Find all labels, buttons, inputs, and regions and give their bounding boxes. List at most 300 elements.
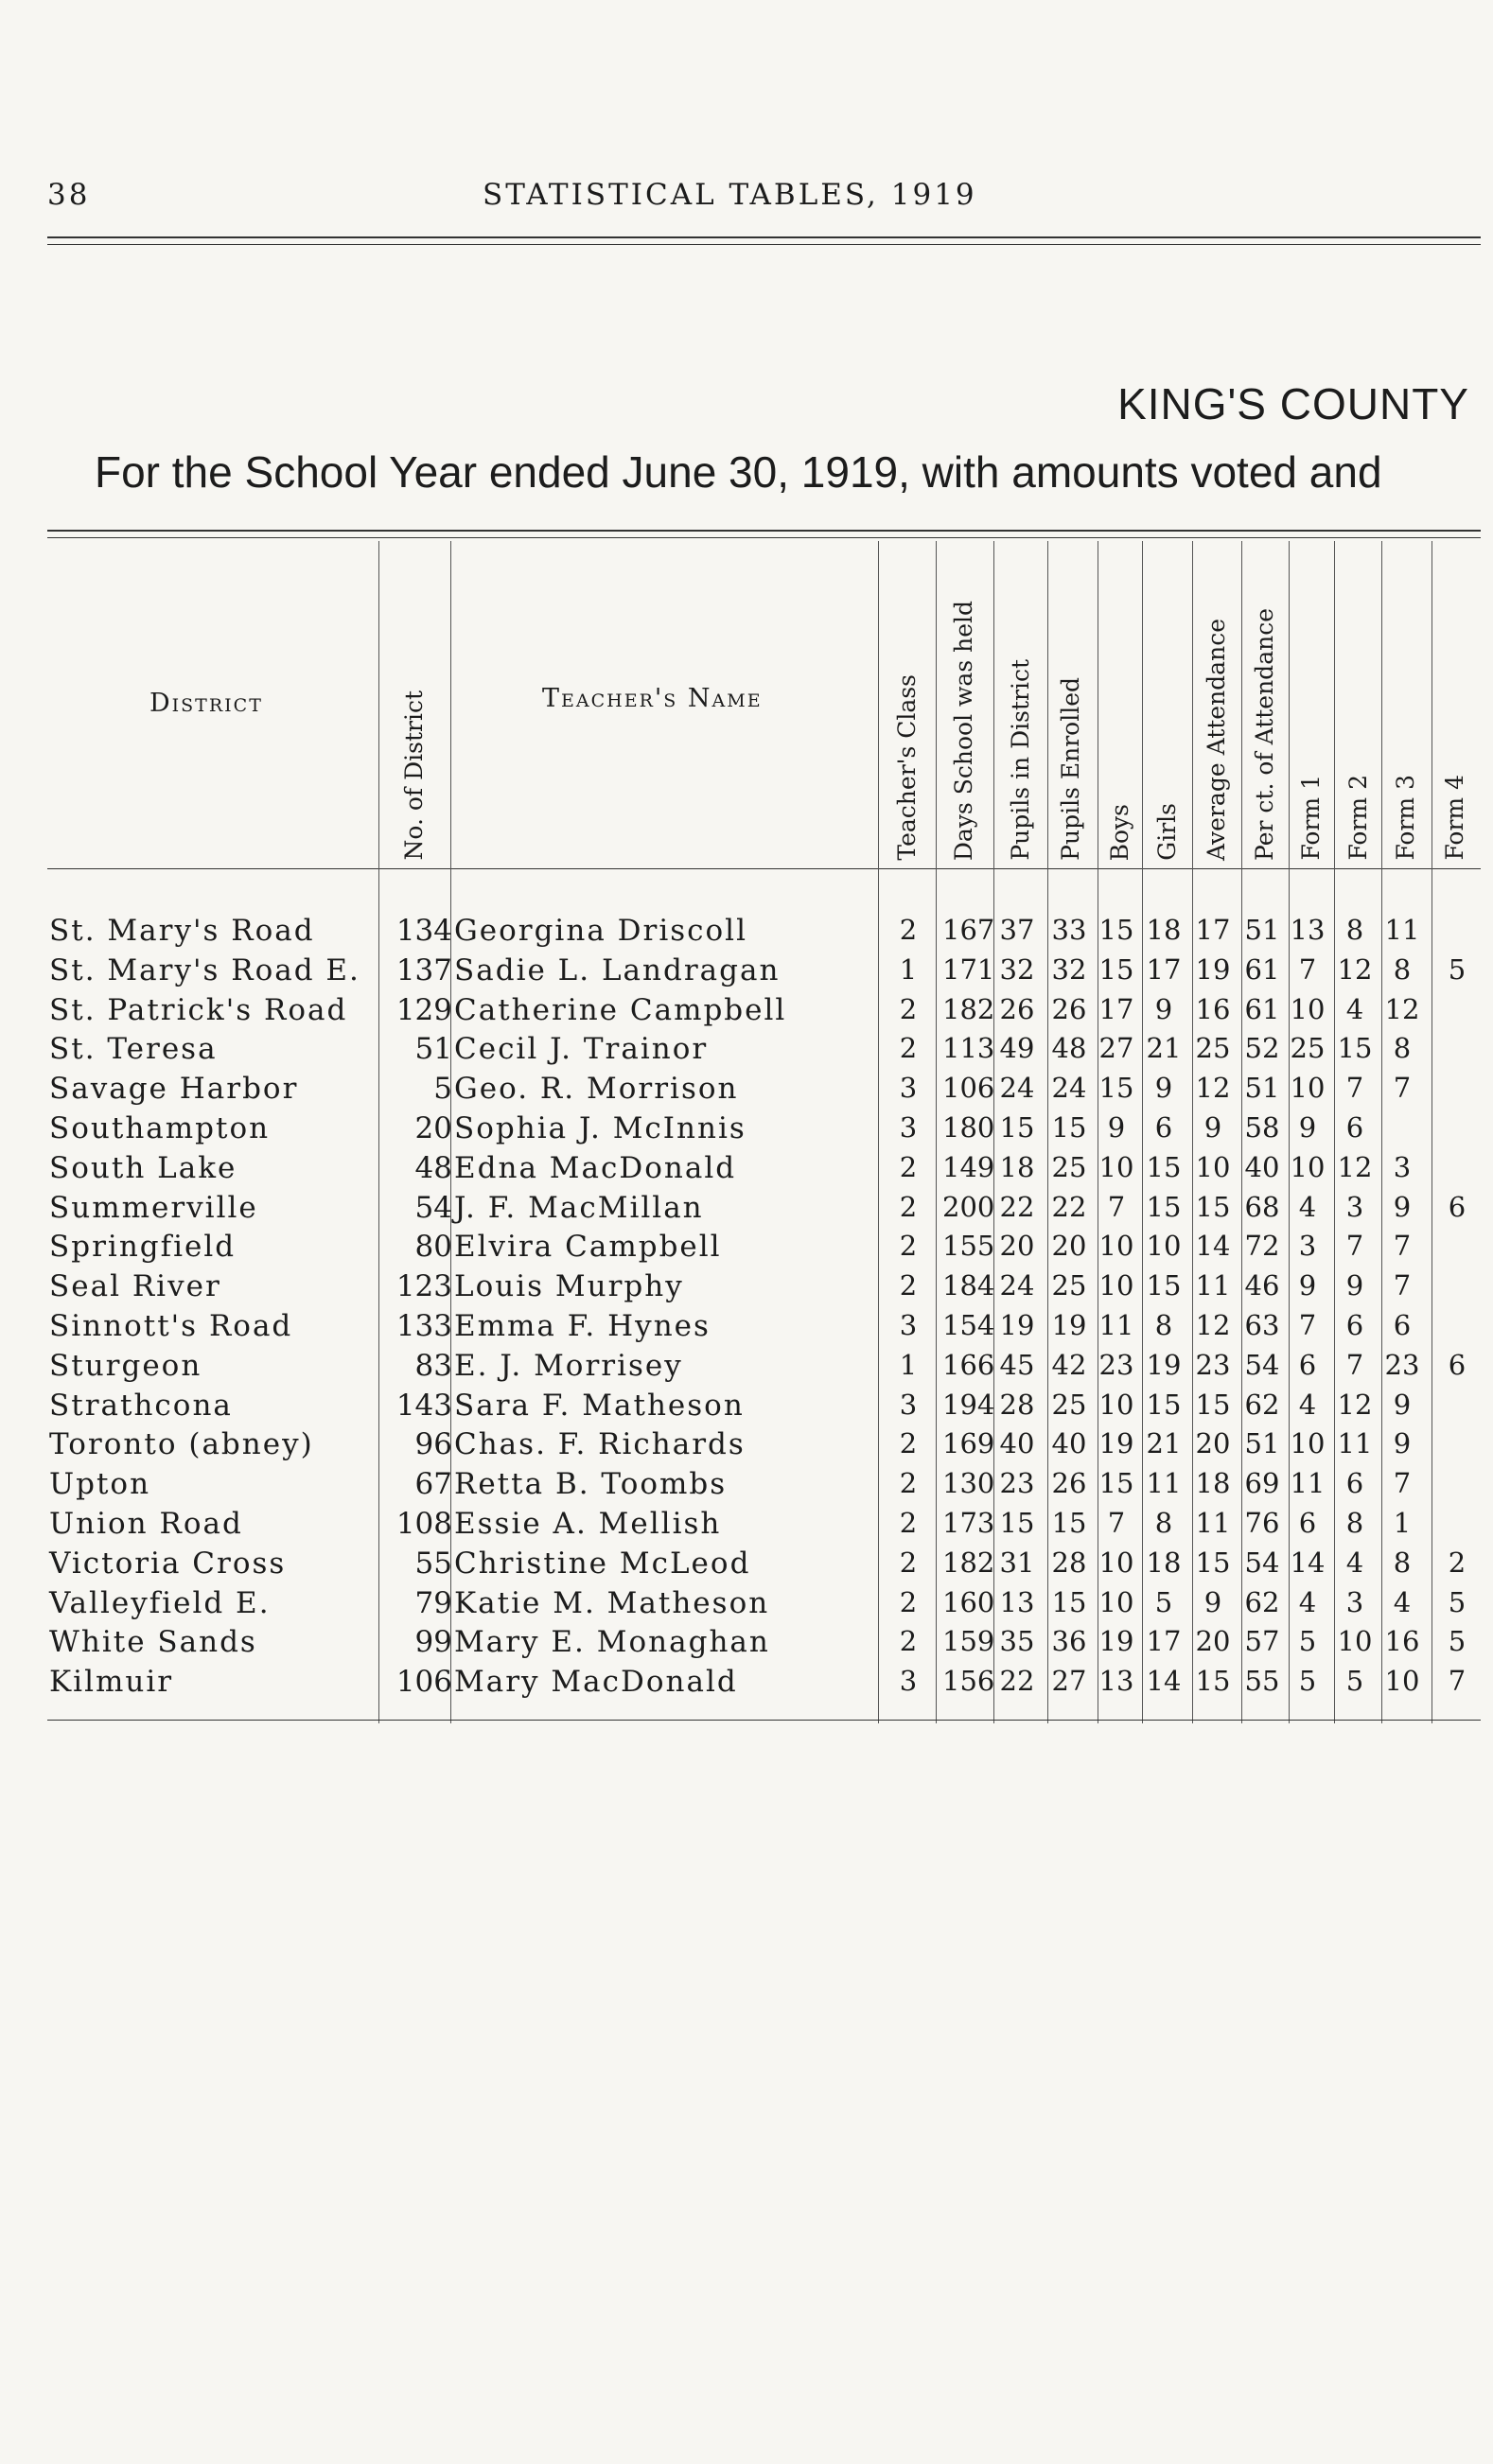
- value-cell: 33: [1051, 914, 1087, 946]
- value-cell: 25: [1195, 1032, 1231, 1065]
- value-cell: 17: [1195, 914, 1231, 946]
- table-header-bottom-rule: [47, 868, 1481, 869]
- value-cell: 8: [1393, 1546, 1412, 1579]
- value-cell: 23: [1195, 1348, 1231, 1381]
- teacher-name-cell: Chas. F. Richards: [454, 1427, 746, 1462]
- district-number-cell: 83: [414, 1348, 452, 1383]
- district-cell: South Lake: [49, 1150, 237, 1185]
- district-cell: Seal River: [49, 1269, 221, 1304]
- column-header-form4: Form 4: [1441, 775, 1468, 861]
- value-cell: 32: [1051, 952, 1087, 986]
- value-cell: 7: [1393, 1072, 1412, 1105]
- value-cell: 11: [1337, 1427, 1373, 1460]
- value-cell: 19: [1098, 1427, 1134, 1460]
- column-header-district: District: [149, 689, 263, 718]
- value-cell: 31: [999, 1546, 1035, 1579]
- district-number-cell: 51: [414, 1032, 452, 1067]
- value-cell: 106: [942, 1072, 995, 1105]
- district-number-cell: 80: [414, 1230, 452, 1265]
- value-cell: 18: [1146, 914, 1182, 946]
- table-row: [0, 1151, 1493, 1191]
- district-number-cell: 106: [395, 1665, 452, 1700]
- column-header-boys: Boys: [1106, 803, 1133, 861]
- value-cell: 24: [999, 1269, 1035, 1302]
- value-cell: 5: [1448, 1625, 1467, 1658]
- value-cell: 10: [1290, 1150, 1326, 1183]
- teacher-name-cell: Louis Murphy: [454, 1269, 684, 1304]
- value-cell: 19: [1195, 952, 1231, 986]
- value-cell: 6: [1298, 1506, 1317, 1539]
- table-row: [0, 1032, 1493, 1072]
- district-cell: Union Road: [49, 1506, 243, 1541]
- value-cell: 2: [899, 1230, 918, 1263]
- column-header-form1: Form 1: [1297, 775, 1325, 861]
- value-cell: 27: [1098, 1032, 1134, 1065]
- value-cell: 63: [1244, 1308, 1280, 1341]
- value-cell: 7: [1393, 1230, 1412, 1263]
- value-cell: 5: [1298, 1625, 1317, 1658]
- value-cell: 9: [1393, 1388, 1412, 1421]
- table-row: [0, 1269, 1493, 1309]
- value-cell: 3: [1393, 1150, 1412, 1183]
- value-cell: 24: [1051, 1072, 1087, 1105]
- value-cell: 20: [999, 1230, 1035, 1263]
- value-cell: 17: [1146, 952, 1182, 986]
- table-row: [0, 1507, 1493, 1547]
- table-row: [0, 993, 1493, 1033]
- value-cell: 182: [942, 992, 995, 1025]
- column-header-form3: Form 3: [1392, 775, 1419, 861]
- value-cell: 15: [1051, 1506, 1087, 1539]
- value-cell: 28: [1051, 1546, 1087, 1579]
- column-header-average-attendance: Average Attendance: [1203, 619, 1230, 861]
- value-cell: 42: [1051, 1348, 1087, 1381]
- district-number-cell: 137: [395, 952, 452, 987]
- teacher-name-cell: Geo. R. Morrison: [454, 1072, 739, 1107]
- value-cell: 6: [1154, 1110, 1173, 1144]
- value-cell: 51: [1244, 914, 1280, 946]
- value-cell: 76: [1244, 1506, 1280, 1539]
- value-cell: 3: [899, 1110, 918, 1144]
- value-cell: 58: [1244, 1110, 1280, 1144]
- value-cell: 182: [942, 1546, 995, 1579]
- value-cell: 3: [1345, 1190, 1364, 1223]
- value-cell: 20: [1195, 1427, 1231, 1460]
- value-cell: 130: [942, 1467, 995, 1500]
- value-cell: 49: [999, 1032, 1035, 1065]
- value-cell: 15: [1146, 1150, 1182, 1183]
- table-top-rule: [47, 530, 1481, 532]
- value-cell: 22: [999, 1665, 1035, 1698]
- district-number-cell: 134: [395, 914, 452, 948]
- value-cell: 167: [942, 914, 995, 946]
- value-cell: 166: [942, 1348, 995, 1381]
- district-cell: Victoria Cross: [49, 1546, 287, 1581]
- value-cell: 55: [1244, 1665, 1280, 1698]
- column-header-teacher: Teacher's Name: [542, 684, 763, 713]
- value-cell: 12: [1337, 1388, 1373, 1421]
- value-cell: 22: [1051, 1190, 1087, 1223]
- value-cell: 9: [1393, 1427, 1412, 1460]
- value-cell: 15: [1337, 1032, 1373, 1065]
- value-cell: 19: [999, 1308, 1035, 1341]
- value-cell: 21: [1146, 1032, 1182, 1065]
- value-cell: 2: [899, 1269, 918, 1302]
- running-title: STATISTICAL TABLES, 1919: [483, 178, 977, 212]
- value-cell: 10: [1337, 1625, 1373, 1658]
- column-header-pupils-enrolled: Pupils Enrolled: [1057, 677, 1084, 861]
- district-cell: White Sands: [49, 1625, 257, 1660]
- district-number-cell: 143: [395, 1388, 452, 1423]
- value-cell: 149: [942, 1150, 995, 1183]
- value-cell: 15: [1146, 1269, 1182, 1302]
- table-row: [0, 1072, 1493, 1111]
- table-row: [0, 1111, 1493, 1151]
- value-cell: 2: [899, 1190, 918, 1223]
- value-cell: 52: [1244, 1032, 1280, 1065]
- value-cell: 10: [1098, 1388, 1134, 1421]
- value-cell: 28: [999, 1388, 1035, 1421]
- value-cell: 10: [1098, 1150, 1134, 1183]
- district-cell: St. Teresa: [49, 1032, 218, 1067]
- value-cell: 11: [1195, 1269, 1231, 1302]
- value-cell: 62: [1244, 1585, 1280, 1618]
- value-cell: 184: [942, 1269, 995, 1302]
- value-cell: 15: [1051, 1110, 1087, 1144]
- value-cell: 169: [942, 1427, 995, 1460]
- value-cell: 10: [1098, 1585, 1134, 1618]
- value-cell: 10: [1098, 1230, 1134, 1263]
- value-cell: 16: [1195, 992, 1231, 1025]
- value-cell: 9: [1393, 1190, 1412, 1223]
- district-cell: Springfield: [49, 1230, 237, 1265]
- value-cell: 5: [1448, 1585, 1467, 1618]
- table-row: [0, 914, 1493, 953]
- value-cell: 48: [1051, 1032, 1087, 1065]
- value-cell: 155: [942, 1230, 995, 1263]
- district-cell: Summerville: [49, 1190, 258, 1225]
- district-number-cell: 123: [395, 1269, 452, 1304]
- value-cell: 11: [1384, 914, 1420, 946]
- table-bottom-rule: [47, 1720, 1481, 1721]
- value-cell: 15: [1195, 1190, 1231, 1223]
- district-cell: Upton: [49, 1467, 151, 1502]
- value-cell: 2: [899, 1585, 918, 1618]
- value-cell: 25: [1290, 1032, 1326, 1065]
- value-cell: 6: [1345, 1308, 1364, 1341]
- table-row: [0, 1427, 1493, 1467]
- value-cell: 173: [942, 1506, 995, 1539]
- value-cell: 12: [1195, 1308, 1231, 1341]
- district-cell: Valleyfield E.: [49, 1585, 271, 1620]
- value-cell: 26: [1051, 1467, 1087, 1500]
- value-cell: 9: [1203, 1585, 1222, 1618]
- value-cell: 26: [999, 992, 1035, 1025]
- table-row: [0, 1665, 1493, 1704]
- value-cell: 4: [1298, 1190, 1317, 1223]
- value-cell: 6: [1393, 1308, 1412, 1341]
- value-cell: 17: [1146, 1625, 1182, 1658]
- page-number: 38: [47, 178, 91, 212]
- value-cell: 3: [1345, 1585, 1364, 1618]
- district-number-cell: 20: [414, 1110, 452, 1145]
- table-body: [0, 914, 1493, 1704]
- value-cell: 61: [1244, 992, 1280, 1025]
- district-number-cell: 133: [395, 1308, 452, 1343]
- teacher-name-cell: Retta B. Toombs: [454, 1467, 728, 1502]
- value-cell: 7: [1107, 1506, 1126, 1539]
- district-cell: Savage Harbor: [49, 1072, 299, 1107]
- value-cell: 2: [899, 1467, 918, 1500]
- value-cell: 19: [1098, 1625, 1134, 1658]
- value-cell: 3: [899, 1388, 918, 1421]
- district-cell: St. Patrick's Road: [49, 992, 348, 1027]
- value-cell: 8: [1345, 914, 1364, 946]
- value-cell: 5: [1298, 1665, 1317, 1698]
- value-cell: 5: [1345, 1665, 1364, 1698]
- table-row: [0, 1586, 1493, 1626]
- value-cell: 3: [1298, 1230, 1317, 1263]
- value-cell: 15: [1098, 1467, 1134, 1500]
- teacher-name-cell: Mary MacDonald: [454, 1665, 738, 1700]
- district-cell: St. Mary's Road: [49, 914, 315, 948]
- value-cell: 11: [1098, 1308, 1134, 1341]
- value-cell: 5: [1154, 1585, 1173, 1618]
- value-cell: 61: [1244, 952, 1280, 986]
- value-cell: 2: [899, 914, 918, 946]
- value-cell: 154: [942, 1308, 995, 1341]
- column-header-form2: Form 2: [1344, 775, 1372, 861]
- value-cell: 18: [999, 1150, 1035, 1183]
- value-cell: 23: [1098, 1348, 1134, 1381]
- value-cell: 15: [999, 1110, 1035, 1144]
- value-cell: 9: [1203, 1110, 1222, 1144]
- district-cell: Sturgeon: [49, 1348, 202, 1383]
- value-cell: 62: [1244, 1388, 1280, 1421]
- column-header-pupils-in-district: Pupils in District: [1007, 659, 1034, 861]
- value-cell: 9: [1154, 1072, 1173, 1105]
- district-number-cell: 5: [433, 1072, 452, 1107]
- value-cell: 6: [1448, 1348, 1467, 1381]
- value-cell: 10: [1195, 1150, 1231, 1183]
- value-cell: 40: [1051, 1427, 1087, 1460]
- value-cell: 4: [1345, 992, 1364, 1025]
- district-cell: Sinnott's Road: [49, 1308, 293, 1343]
- value-cell: 15: [1146, 1190, 1182, 1223]
- value-cell: 15: [1098, 914, 1134, 946]
- value-cell: 3: [899, 1665, 918, 1698]
- value-cell: 12: [1195, 1072, 1231, 1105]
- teacher-name-cell: Essie A. Mellish: [454, 1506, 722, 1541]
- value-cell: 2: [899, 1625, 918, 1658]
- value-cell: 4: [1298, 1585, 1317, 1618]
- value-cell: 7: [1298, 1308, 1317, 1341]
- value-cell: 27: [1051, 1665, 1087, 1698]
- value-cell: 18: [1195, 1467, 1231, 1500]
- value-cell: 180: [942, 1110, 995, 1144]
- value-cell: 19: [1051, 1308, 1087, 1341]
- value-cell: 8: [1393, 1032, 1412, 1065]
- value-cell: 156: [942, 1665, 995, 1698]
- value-cell: 14: [1146, 1665, 1182, 1698]
- value-cell: 15: [999, 1506, 1035, 1539]
- value-cell: 9: [1154, 992, 1173, 1025]
- table-row: [0, 1349, 1493, 1389]
- value-cell: 5: [1448, 952, 1467, 986]
- value-cell: 160: [942, 1585, 995, 1618]
- district-cell: Toronto (abney): [49, 1427, 314, 1462]
- district-number-cell: 79: [414, 1585, 452, 1620]
- district-cell: St. Mary's Road E.: [49, 952, 360, 987]
- teacher-name-cell: Sara F. Matheson: [454, 1388, 745, 1423]
- value-cell: 3: [899, 1072, 918, 1105]
- value-cell: 10: [1384, 1665, 1420, 1698]
- header-rule: [47, 236, 1481, 238]
- value-cell: 4: [1393, 1585, 1412, 1618]
- value-cell: 15: [1195, 1665, 1231, 1698]
- teacher-name-cell: Katie M. Matheson: [454, 1585, 770, 1620]
- district-number-cell: 55: [414, 1546, 452, 1581]
- value-cell: 15: [1098, 952, 1134, 986]
- value-cell: 8: [1345, 1506, 1364, 1539]
- value-cell: 9: [1298, 1269, 1317, 1302]
- teacher-name-cell: Emma F. Hynes: [454, 1308, 711, 1343]
- value-cell: 54: [1244, 1348, 1280, 1381]
- value-cell: 10: [1098, 1269, 1134, 1302]
- teacher-name-cell: Christine McLeod: [454, 1546, 751, 1581]
- teacher-name-cell: Edna MacDonald: [454, 1150, 737, 1185]
- district-cell: Kilmuir: [49, 1665, 174, 1700]
- table-row: [0, 1389, 1493, 1428]
- value-cell: 2: [899, 992, 918, 1025]
- value-cell: 35: [999, 1625, 1035, 1658]
- value-cell: 1: [899, 952, 918, 986]
- value-cell: 10: [1290, 992, 1326, 1025]
- value-cell: 25: [1051, 1150, 1087, 1183]
- value-cell: 57: [1244, 1625, 1280, 1658]
- value-cell: 2: [899, 1032, 918, 1065]
- value-cell: 45: [999, 1348, 1035, 1381]
- value-cell: 23: [1384, 1348, 1420, 1381]
- value-cell: 10: [1146, 1230, 1182, 1263]
- header-rule-thin: [47, 244, 1481, 245]
- value-cell: 22: [999, 1190, 1035, 1223]
- value-cell: 11: [1195, 1506, 1231, 1539]
- value-cell: 9: [1345, 1269, 1364, 1302]
- value-cell: 68: [1244, 1190, 1280, 1223]
- value-cell: 15: [1098, 1072, 1134, 1105]
- value-cell: 113: [942, 1032, 995, 1065]
- value-cell: 2: [1448, 1546, 1467, 1579]
- value-cell: 14: [1195, 1230, 1231, 1263]
- value-cell: 7: [1393, 1269, 1412, 1302]
- value-cell: 3: [899, 1308, 918, 1341]
- value-cell: 7: [1345, 1072, 1364, 1105]
- value-cell: 12: [1337, 952, 1373, 986]
- teacher-name-cell: Sadie L. Landragan: [454, 952, 781, 987]
- page-header: [47, 178, 1467, 216]
- value-cell: 11: [1290, 1467, 1326, 1500]
- value-cell: 7: [1345, 1230, 1364, 1263]
- column-header-percent-attendance: Per ct. of Attendance: [1251, 608, 1278, 861]
- value-cell: 13: [999, 1585, 1035, 1618]
- value-cell: 32: [999, 952, 1035, 986]
- value-cell: 19: [1146, 1348, 1182, 1381]
- value-cell: 4: [1345, 1546, 1364, 1579]
- table-row: [0, 1230, 1493, 1269]
- value-cell: 2: [899, 1150, 918, 1183]
- value-cell: 9: [1107, 1110, 1126, 1144]
- teacher-name-cell: Cecil J. Trainor: [454, 1032, 709, 1067]
- value-cell: 194: [942, 1388, 995, 1421]
- value-cell: 15: [1051, 1585, 1087, 1618]
- value-cell: 10: [1290, 1427, 1326, 1460]
- district-number-cell: 67: [414, 1467, 452, 1502]
- value-cell: 14: [1290, 1546, 1326, 1579]
- value-cell: 13: [1098, 1665, 1134, 1698]
- value-cell: 36: [1051, 1625, 1087, 1658]
- value-cell: 25: [1051, 1388, 1087, 1421]
- value-cell: 2: [899, 1546, 918, 1579]
- value-cell: 200: [942, 1190, 995, 1223]
- value-cell: 6: [1345, 1467, 1364, 1500]
- table-row: [0, 1625, 1493, 1665]
- teacher-name-cell: Georgina Driscoll: [454, 914, 748, 948]
- value-cell: 7: [1298, 952, 1317, 986]
- district-number-cell: 54: [414, 1190, 452, 1225]
- district-number-cell: 108: [395, 1506, 452, 1541]
- column-header-no-of-district: No. of District: [400, 690, 428, 861]
- value-cell: 10: [1290, 1072, 1326, 1105]
- value-cell: 40: [1244, 1150, 1280, 1183]
- value-cell: 23: [999, 1467, 1035, 1500]
- value-cell: 13: [1290, 914, 1326, 946]
- value-cell: 20: [1051, 1230, 1087, 1263]
- value-cell: 1: [1393, 1506, 1412, 1539]
- value-cell: 11: [1146, 1467, 1182, 1500]
- value-cell: 54: [1244, 1546, 1280, 1579]
- value-cell: 8: [1393, 952, 1412, 986]
- district-number-cell: 99: [414, 1625, 452, 1660]
- value-cell: 25: [1051, 1269, 1087, 1302]
- value-cell: 72: [1244, 1230, 1280, 1263]
- value-cell: 26: [1051, 992, 1087, 1025]
- value-cell: 8: [1154, 1308, 1173, 1341]
- district-number-cell: 48: [414, 1150, 452, 1185]
- value-cell: 15: [1146, 1388, 1182, 1421]
- value-cell: 2: [899, 1427, 918, 1460]
- value-cell: 20: [1195, 1625, 1231, 1658]
- table-row: [0, 1309, 1493, 1349]
- column-header-teachers-class: Teacher's Class: [893, 674, 921, 861]
- teacher-name-cell: Sophia J. McInnis: [454, 1110, 746, 1145]
- teacher-name-cell: E. J. Morrisey: [454, 1348, 683, 1383]
- teacher-name-cell: Catherine Campbell: [454, 992, 787, 1027]
- value-cell: 40: [999, 1427, 1035, 1460]
- value-cell: 12: [1384, 992, 1420, 1025]
- value-cell: 1: [899, 1348, 918, 1381]
- value-cell: 16: [1384, 1625, 1420, 1658]
- value-cell: 7: [1393, 1467, 1412, 1500]
- column-header-girls: Girls: [1153, 803, 1181, 861]
- value-cell: 6: [1448, 1190, 1467, 1223]
- value-cell: 4: [1298, 1388, 1317, 1421]
- value-cell: 8: [1154, 1506, 1173, 1539]
- teacher-name-cell: Elvira Campbell: [454, 1230, 722, 1265]
- value-cell: 17: [1098, 992, 1134, 1025]
- value-cell: 7: [1448, 1665, 1467, 1698]
- value-cell: 51: [1244, 1072, 1280, 1105]
